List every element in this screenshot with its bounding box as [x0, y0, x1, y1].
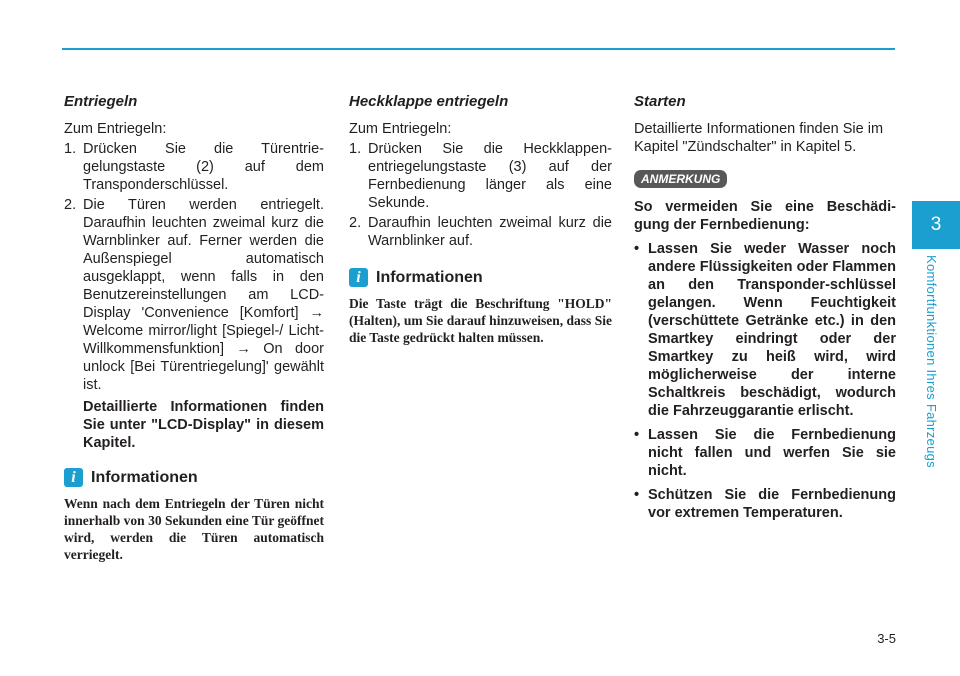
anmerkung-badge: ANMERKUNG	[634, 170, 727, 188]
info-icon: i	[349, 268, 368, 287]
step-2	[64, 196, 324, 394]
step-text: Daraufhin leuchten zweimal kurz die Warnblinker auf.	[368, 215, 612, 249]
info-header	[64, 468, 324, 487]
heading-entriegeln: Entriegeln	[64, 93, 138, 110]
bullet-mark: •	[634, 241, 640, 257]
heading-starten: Starten	[634, 93, 686, 110]
step-2	[349, 214, 612, 250]
step-1	[349, 140, 612, 212]
bullet-text: Lassen Sie weder Wasser noch andere Flüssigkeiten oder Flammen an den Transponder-schlüssel gelangen. Wenn Feuchtigkeit (verschüttete Getränke etc.) in den Smartkey eindringt oder der Smartkey zu heiß wird, wird möglicherweise der interne Schaltkreis beschädigt, wodurch die Fahrzeuggarantie erlischt.	[648, 241, 896, 419]
bullet-item	[634, 486, 896, 522]
info-text: Wenn nach dem Entriegeln der Türen nicht innerhalb von 30 Sekunden eine Tür geöffnet wird, werden die Türen automatisch verriegelt.	[64, 496, 324, 562]
step-text: Die Türen werden entriegelt. Daraufhin leuchten zweimal kurz die Warnblinker auf. Ferner werden die Außenspiegel automatisch ausgeklappt, wenn falls in den Benutzereinstellungen am LCD-Display 'Convenience [Komfort] → Welcome mirror/light [Spiegel-/ Licht-Willkommensfunktion] → On door unlock [Bei Türentriegelung]' gewählt ist.	[83, 197, 324, 393]
step-number: 2.	[349, 215, 362, 231]
bullet-text: Schützen Sie die Fernbedienung vor extremen Temperaturen.	[648, 487, 896, 521]
column-entriegeln	[64, 92, 324, 563]
chapter-number: 3	[930, 214, 942, 235]
info-title: Informationen	[376, 268, 483, 286]
step-1	[64, 140, 324, 194]
warning-title: So vermeiden Sie eine Beschädi-gung der Fernbedienung:	[634, 199, 896, 233]
info-text: Die Taste trägt die Beschriftung "HOLD" (Halten), um Sie darauf hinzuweisen, dass Sie die Taste gedrückt halten müssen.	[349, 296, 612, 345]
bullet-text: Lassen Sie die Fernbedienung nicht fallen und werfen Sie sie nicht.	[648, 427, 896, 479]
intro-text: Zum Entriegeln:	[349, 121, 452, 137]
bullet-mark: •	[634, 427, 640, 443]
page-number: 3-5	[877, 631, 896, 646]
bullet-item	[634, 240, 896, 420]
chapter-title: Komfortfunktionen Ihres Fahrzeugs	[924, 255, 939, 468]
step-text: Drücken Sie die Heckklappen-entriegelungstaste (3) auf der Fernbedienung länger als eine Sekunde.	[368, 141, 612, 211]
intro-text: Detaillierte Informationen finden Sie im Kapitel "Zündschalter" in Kapitel 5.	[634, 121, 884, 155]
info-icon: i	[64, 468, 83, 487]
step-text: Drücken Sie die Türentrie-gelungstaste (2) auf dem Transponderschlüssel.	[83, 141, 324, 193]
column-heckklappe	[349, 92, 612, 346]
heading-heckklappe: Heckklappe entriegeln	[349, 93, 509, 110]
info-title: Informationen	[91, 468, 198, 486]
lcd-reference-note: Detaillierte Informationen finden Sie unter "LCD-Display" in diesem Kapitel.	[83, 399, 324, 451]
top-rule	[62, 48, 895, 50]
step-number: 1.	[64, 141, 77, 157]
column-starten	[634, 92, 896, 522]
step-number: 1.	[349, 141, 362, 157]
info-header	[349, 268, 612, 287]
step-number: 2.	[64, 197, 77, 213]
intro-text: Zum Entriegeln:	[64, 121, 167, 137]
bullet-mark: •	[634, 487, 640, 503]
bullet-item	[634, 426, 896, 480]
